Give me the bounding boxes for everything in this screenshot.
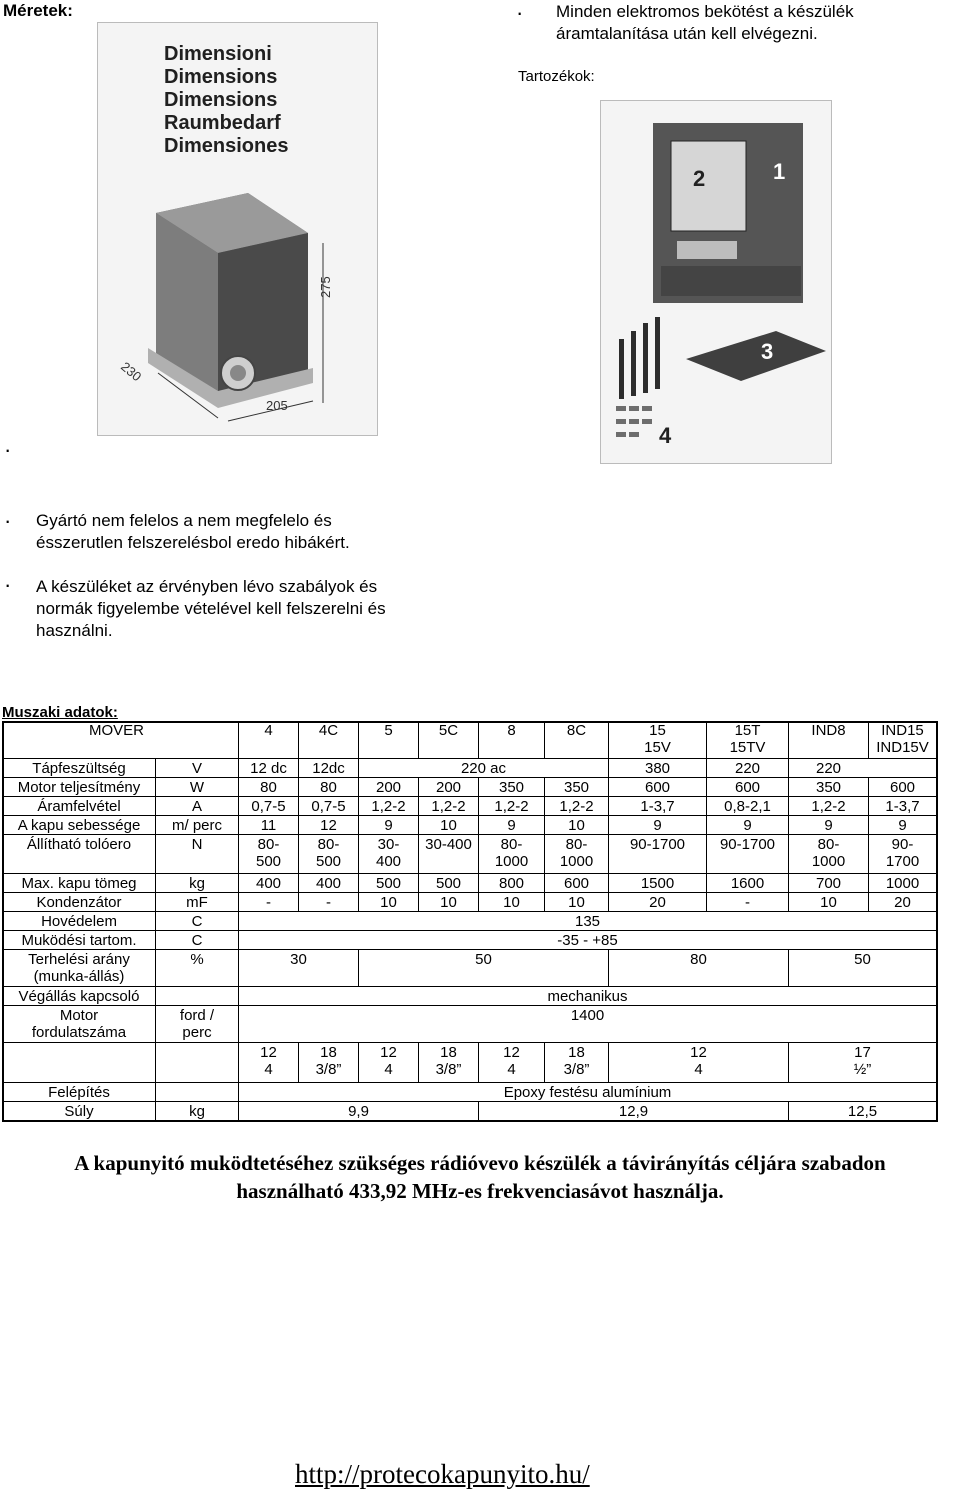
spec-value-cell-text: 12dc bbox=[312, 760, 345, 777]
dimensions-photo bbox=[97, 22, 378, 436]
spec-value-cell-text: 1600 bbox=[730, 875, 765, 892]
spec-value-cell-text: 600 bbox=[889, 779, 916, 796]
spec-value-cell-text: 10 bbox=[380, 894, 397, 911]
spec-value-cell-text: 10 bbox=[503, 894, 520, 911]
spec-model-header-text: 5C bbox=[438, 722, 459, 739]
spec-value-cell-text: 0,8-2,1 bbox=[724, 798, 771, 815]
spec-value-cell-text: 9 bbox=[824, 817, 833, 834]
spec-value-cell-text: 80 bbox=[260, 779, 277, 796]
spec-value-cell-text: 800 bbox=[498, 875, 525, 892]
spec-model-header-text: 5 bbox=[384, 722, 393, 739]
spec-row-label-text: Motor fordulatszáma bbox=[31, 1007, 127, 1041]
spec-value-cell-text: 1,2-2 bbox=[431, 798, 466, 815]
spec-value-cell-text: 12 4 bbox=[503, 1044, 520, 1078]
accessories-illustration bbox=[601, 101, 831, 463]
bullet-item-2: A készüléket az érvényben lévo szabályok és normák figyelembe vételével kell felszerelni és használni. bbox=[36, 577, 386, 640]
spec-value-cell-text: 1400 bbox=[570, 1007, 605, 1024]
bullet-item-1: Gyártó nem felelos a nem megfelelo és ésszerutlen felszerelésbol eredo hibákért. bbox=[36, 511, 350, 552]
spec-value-cell-text: 220 bbox=[734, 760, 761, 777]
spec-value-cell-text: 10 bbox=[820, 894, 837, 911]
callout-2: 2 bbox=[693, 166, 706, 191]
spec-row-label-text: Terhelési arány (munka-állás) bbox=[28, 951, 130, 985]
spec-row-unit-text: C bbox=[191, 932, 203, 949]
spec-value-cell-text: - bbox=[326, 894, 331, 911]
spec-row-label-text: A kapu sebessége bbox=[17, 817, 141, 834]
spec-row-label-text: Kondenzátor bbox=[36, 894, 122, 911]
spec-row-unit-text: W bbox=[189, 779, 205, 796]
spec-value-cell-text: 500 bbox=[435, 875, 462, 892]
spec-value-cell-text: 600 bbox=[644, 779, 671, 796]
bullet-dot: · bbox=[516, 0, 524, 25]
callout-3: 3 bbox=[761, 339, 774, 364]
spec-row-label-text: Muködési tartom. bbox=[21, 932, 137, 949]
spec-row-label-text: Max. kapu tömeg bbox=[21, 875, 137, 892]
spec-value-cell-text: 1000 bbox=[885, 875, 920, 892]
spec-header-label-text: MOVER bbox=[89, 722, 145, 739]
spec-value-cell-text: Epoxy festésu alumínium bbox=[503, 1084, 672, 1101]
spec-value-cell-text: 80- 1000 bbox=[559, 836, 594, 870]
spec-value-cell-text: 30- 400 bbox=[375, 836, 402, 870]
spec-value-cell-text: 400 bbox=[315, 875, 342, 892]
spec-value-cell-text: 80- 1000 bbox=[494, 836, 529, 870]
spec-value-cell-text: 0,7-5 bbox=[251, 798, 286, 815]
spec-row-label-text: Tápfeszültség bbox=[32, 760, 126, 777]
spec-model-header-text: 4C bbox=[318, 722, 339, 739]
spec-value-cell-text: 10 bbox=[440, 894, 457, 911]
spec-value-cell-text: 80- 1000 bbox=[811, 836, 846, 870]
spec-value-cell-text: 600 bbox=[734, 779, 761, 796]
spec-value-cell-text: 9,9 bbox=[348, 1103, 369, 1120]
spec-value-cell-text: 17 ½” bbox=[853, 1044, 872, 1078]
spec-value-cell-text: 80 bbox=[690, 951, 707, 968]
bullet-dot: · bbox=[4, 508, 12, 533]
spec-value-cell-text: 12,5 bbox=[847, 1103, 878, 1120]
spec-value-cell-text: 30 bbox=[290, 951, 307, 968]
spec-value-cell-text: 18 3/8” bbox=[315, 1044, 342, 1078]
bullet-dot: · bbox=[4, 437, 12, 462]
spec-row-unit-text: % bbox=[190, 951, 204, 968]
spec-value-cell-text: 12 4 bbox=[260, 1044, 277, 1078]
footer-note-line2: használható 433,92 MHz-es frekvenciasávot használja. bbox=[236, 1179, 724, 1203]
spec-value-cell-text: 200 bbox=[435, 779, 462, 796]
spec-value-cell-text: - bbox=[266, 894, 271, 911]
spec-row-unit-text: C bbox=[191, 913, 203, 930]
spec-value-cell-text: 220 bbox=[815, 760, 842, 777]
spec-value-cell-text: 20 bbox=[649, 894, 666, 911]
spec-row-label-text: Hovédelem bbox=[41, 913, 117, 930]
dimension-label: Raumbedarf bbox=[164, 112, 281, 134]
spec-value-cell-text: 20 bbox=[894, 894, 911, 911]
specs-title: Muszaki adatok: bbox=[2, 704, 118, 721]
spec-value-cell-text: 9 bbox=[743, 817, 752, 834]
spec-value-cell-text: 220 ac bbox=[460, 760, 507, 777]
spec-model-header-text: IND8 bbox=[811, 722, 846, 739]
spec-value-cell-text: 500 bbox=[375, 875, 402, 892]
spec-row-unit-text: m/ perc bbox=[171, 817, 222, 834]
spec-value-cell-text: 12 bbox=[320, 817, 337, 834]
spec-value-cell-text: 18 3/8” bbox=[435, 1044, 462, 1078]
dim-width-label: 205 bbox=[266, 398, 288, 413]
spec-value-cell-text: 600 bbox=[563, 875, 590, 892]
spec-table-border bbox=[2, 721, 938, 1122]
spec-value-cell-text: 9 bbox=[507, 817, 516, 834]
spec-row-unit-text: kg bbox=[189, 875, 205, 892]
spec-value-cell-text: 1-3,7 bbox=[885, 798, 920, 815]
footer-note-line1: A kapunyitó muködtetéséhez szükséges rádióvevo készülék a távirányítás céljára szabadon bbox=[74, 1151, 886, 1175]
spec-value-cell-text: 1,2-2 bbox=[811, 798, 846, 815]
spec-value-cell-text: 9 bbox=[384, 817, 393, 834]
spec-value-cell-text: - bbox=[745, 894, 750, 911]
spec-model-header-text: 8C bbox=[566, 722, 587, 739]
spec-value-cell-text: 12 4 bbox=[690, 1044, 707, 1078]
spec-value-cell-text: 1-3,7 bbox=[640, 798, 675, 815]
spec-value-cell-text: 700 bbox=[815, 875, 842, 892]
spec-row-label-text: Motor teljesítmény bbox=[17, 779, 141, 796]
spec-value-cell-text: 0,7-5 bbox=[311, 798, 346, 815]
callout-4: 4 bbox=[659, 423, 672, 448]
spec-row-unit-text: ford / perc bbox=[179, 1007, 215, 1041]
spec-value-cell-text: 350 bbox=[815, 779, 842, 796]
dimension-label: Dimensions bbox=[164, 66, 278, 88]
spec-value-cell-text: -35 - +85 bbox=[557, 932, 618, 949]
spec-value-cell-text: 11 bbox=[260, 817, 277, 834]
spec-value-cell-text: 10 bbox=[568, 894, 585, 911]
spec-value-cell-text: 1,2-2 bbox=[559, 798, 594, 815]
spec-value-cell-text: 12 dc bbox=[250, 760, 287, 777]
spec-value-cell-text: 12,9 bbox=[618, 1103, 649, 1120]
dimension-label: Dimensiones bbox=[164, 135, 289, 157]
dimensions-labels bbox=[164, 43, 288, 158]
spec-row-unit-text: A bbox=[191, 798, 202, 815]
dim-depth-label: 230 bbox=[118, 358, 145, 385]
spec-value-cell-text: 80- 500 bbox=[255, 836, 282, 870]
spec-value-cell-text: 135 bbox=[574, 913, 601, 930]
spec-value-cell-text: 50 bbox=[475, 951, 492, 968]
spec-row-unit-text: V bbox=[191, 760, 202, 777]
dimension-label: Dimensions bbox=[164, 89, 278, 111]
spec-row-label-text: Súly bbox=[64, 1103, 94, 1120]
spec-model-header-text: IND15 IND15V bbox=[876, 722, 929, 756]
spec-value-cell-text: 90-1700 bbox=[629, 836, 686, 853]
spec-value-cell-text: 18 3/8” bbox=[563, 1044, 590, 1078]
notice-text: Minden elektromos bekötést a készülék áramtalanítása után kell elvégezni. bbox=[556, 2, 854, 43]
gate-motor-illustration bbox=[98, 173, 377, 435]
spec-value-cell-text: 90- 1700 bbox=[885, 836, 920, 870]
spec-table bbox=[2, 721, 936, 1125]
spec-value-cell-text: 200 bbox=[375, 779, 402, 796]
spec-value-cell-text: 50 bbox=[854, 951, 871, 968]
spec-value-cell-text: 1,2-2 bbox=[371, 798, 406, 815]
spec-value-cell-text: 9 bbox=[898, 817, 907, 834]
spec-row-label-text: Állítható tolóero bbox=[26, 836, 132, 853]
meretek-title: Méretek: bbox=[3, 1, 73, 20]
spec-value-cell-text: 380 bbox=[644, 760, 671, 777]
spec-value-cell-text: 350 bbox=[498, 779, 525, 796]
spec-model-header-text: 15T 15TV bbox=[729, 722, 766, 756]
spec-row-unit-text: N bbox=[191, 836, 203, 853]
spec-model-header-text: 8 bbox=[507, 722, 516, 739]
spec-model-header-text: 4 bbox=[264, 722, 273, 739]
spec-row-unit-text: mF bbox=[186, 894, 208, 911]
dim-height-label: 275 bbox=[318, 276, 333, 298]
spec-value-cell-text: 400 bbox=[255, 875, 282, 892]
spec-value-cell-text: mechanikus bbox=[547, 988, 628, 1005]
spec-value-cell-text: 350 bbox=[563, 779, 590, 796]
spec-row-unit-text: kg bbox=[189, 1103, 205, 1120]
bullet-dot: · bbox=[4, 572, 12, 597]
spec-row-label-text: Végállás kapcsoló bbox=[18, 988, 140, 1005]
callout-1: 1 bbox=[773, 159, 786, 184]
spec-value-cell-text: 30-400 bbox=[425, 836, 472, 853]
spec-value-cell-text: 80 bbox=[320, 779, 337, 796]
tartozekok-title: Tartozékok: bbox=[518, 68, 595, 85]
spec-row-label-text: Felépítés bbox=[48, 1084, 110, 1101]
dimension-label: Dimensioni bbox=[164, 43, 272, 65]
spec-row-label-text: Áramfelvétel bbox=[37, 798, 121, 815]
spec-value-cell-text: 90-1700 bbox=[719, 836, 776, 853]
spec-model-header-text: 15 15V bbox=[644, 722, 671, 756]
footer-url-link[interactable]: http://protecokapunyito.hu/ bbox=[295, 1459, 590, 1489]
spec-value-cell-text: 12 4 bbox=[380, 1044, 397, 1078]
spec-value-cell-text: 80- 500 bbox=[315, 836, 342, 870]
spec-value-cell-text: 10 bbox=[440, 817, 457, 834]
accessories-photo bbox=[600, 100, 832, 464]
spec-value-cell-text: 1500 bbox=[640, 875, 675, 892]
spec-value-cell-text: 9 bbox=[653, 817, 662, 834]
spec-value-cell-text: 10 bbox=[568, 817, 585, 834]
spec-value-cell-text: 1,2-2 bbox=[494, 798, 529, 815]
